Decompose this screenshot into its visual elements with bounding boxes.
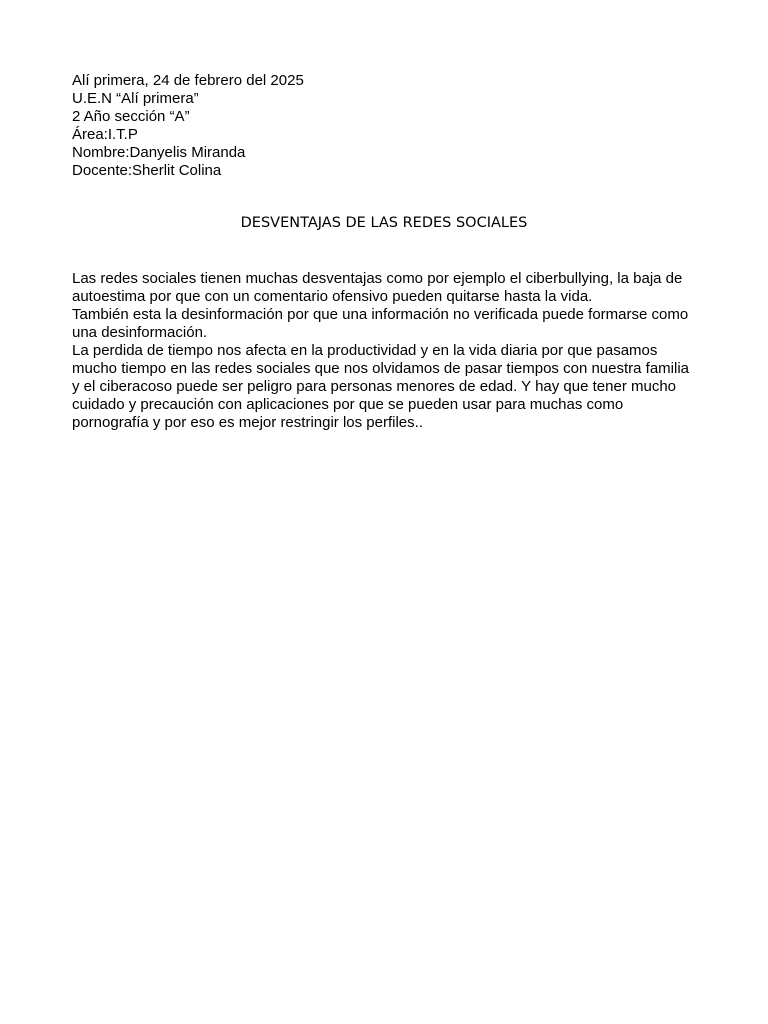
body-line: autoestima por que con un comentario ofensivo pueden quitarse hasta la vida. bbox=[72, 288, 593, 305]
header-student-line: Nombre:Danyelis Miranda bbox=[72, 144, 246, 161]
document-header bbox=[72, 72, 696, 180]
header-date-line: Alí primera, 24 de febrero del 2025 bbox=[72, 72, 304, 89]
header-area-line: Área:I.T.P bbox=[72, 126, 138, 143]
body-line: Las redes sociales tienen muchas desventajas como por ejemplo el ciberbullying, la baja de bbox=[72, 270, 683, 287]
header-teacher-line: Docente:Sherlit Colina bbox=[72, 162, 222, 179]
body-line: La perdida de tiempo nos afecta en la productividad y en la vida diaria por que pasamos bbox=[72, 342, 658, 359]
body-line: y el ciberacoso puede ser peligro para personas menores de edad. Y hay que tener mucho bbox=[72, 378, 676, 395]
header-school-line: U.E.N “Alí primera” bbox=[72, 90, 199, 107]
document-body bbox=[72, 270, 696, 432]
body-line: mucho tiempo en las redes sociales que nos olvidamos de pasar tiempos con nuestra familia bbox=[72, 360, 689, 377]
header-grade-line: 2 Año sección “A” bbox=[72, 108, 190, 125]
body-line: una desinformación. bbox=[72, 324, 208, 341]
body-line: También esta la desinformación por que una información no verificada puede formarse como bbox=[72, 306, 689, 323]
document-title: DESVENTAJAS DE LAS REDES SOCIALES bbox=[240, 215, 528, 231]
body-line: cuidado y precaución con aplicaciones por que se pueden usar para muchas como bbox=[72, 396, 624, 413]
body-line: pornografía y por eso es mejor restringir los perfiles.. bbox=[72, 414, 423, 431]
